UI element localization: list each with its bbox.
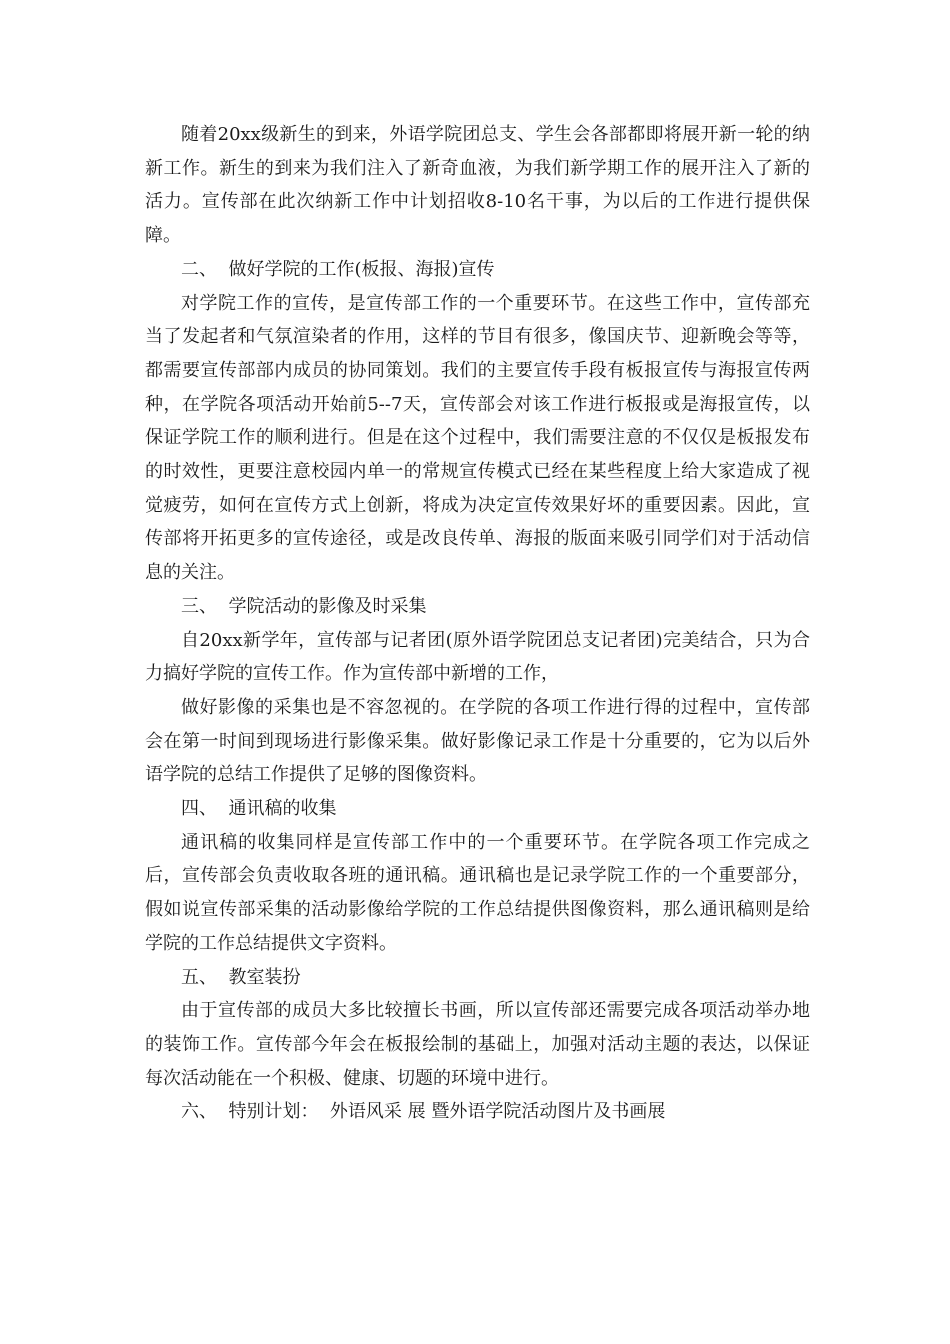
section-heading-4: 四、 通讯稿的收集 (181, 798, 337, 820)
paragraph-news-drafts: 通讯稿的收集同样是宣传部工作中的一个重要环节。在学院各项工作完成之后，宣传部会负责收取各班的通讯稿。通讯稿也是记录学院工作的一个重要部分，假如说宣传部采集的活动影像给学院的工作总结提供图像资料，那么通讯稿则是给学院的工作总结提供文字资料。 (145, 831, 810, 954)
paragraph-image-collection: 做好影像的采集也是不容忽视的。在学院的各项工作进行得的过程中，宣传部会在第一时间到现场进行影像采集。做好影像记录工作是十分重要的，它为以后外语学院的总结工作提供了足够的图像资料。 (145, 696, 810, 786)
document-body (145, 118, 810, 1129)
paragraph-reporters: 自20xx新学年，宣传部与记者团(原外语学院团总支记者团)完美结合，只为合力搞好学院的宣传工作。作为宣传部中新增的工作， (145, 629, 810, 685)
paragraph-publicity: 对学院工作的宣传，是宣传部工作的一个重要环节。在这些工作中，宣传部充当了发起者和气氛渲染者的作用，这样的节目有很多，像国庆节、迎新晚会等等，都需要宣传部部内成员的协同策划。我们的主要宣传手段有板报宣传与海报宣传两种，在学院各项活动开始前5--7天，宣传部会对该工作进行板报或是海报宣传，以保证学院工作的顺利进行。但是在这个过程中，我们需要注意的不仅仅是板报发布的时效性，更要注意校园内单一的常规宣传模式已经在某些程度上给大家造成了视觉疲劳，如何在宣传方式上创新，将成为决定宣传效果好坏的重要因素。因此，宣传部将开拓更多的宣传途径，或是改良传单、海报的版面来吸引同学们对于活动信息的关注。 (145, 292, 810, 584)
section-heading-6: 六、 特别计划： 外语风采 展 暨外语学院活动图片及书画展 (181, 1101, 666, 1123)
section-heading-2: 二、 做好学院的工作(板报、海报)宣传 (181, 258, 495, 280)
section-heading-5: 五、 教室装扮 (181, 966, 301, 988)
paragraph-decoration: 由于宣传部的成员大多比较擅长书画，所以宣传部还需要完成各项活动举办地的装饰工作。宣传部今年会在板报绘制的基础上，加强对活动主题的表达，以保证每次活动能在一个积极、健康、切题的环境中进行。 (145, 1000, 810, 1089)
paragraph-new-members: 随着20xx级新生的到来，外语学院团总支、学生会各部都即将展开新一轮的纳新工作。新生的到来为我们注入了新奇血液，为我们新学期工作的展开注入了新的活力。宣传部在此次纳新工作中计划招收8-10名干事，为以后的工作进行提供保障。 (145, 124, 810, 247)
section-heading-3: 三、 学院活动的影像及时采集 (181, 595, 427, 617)
